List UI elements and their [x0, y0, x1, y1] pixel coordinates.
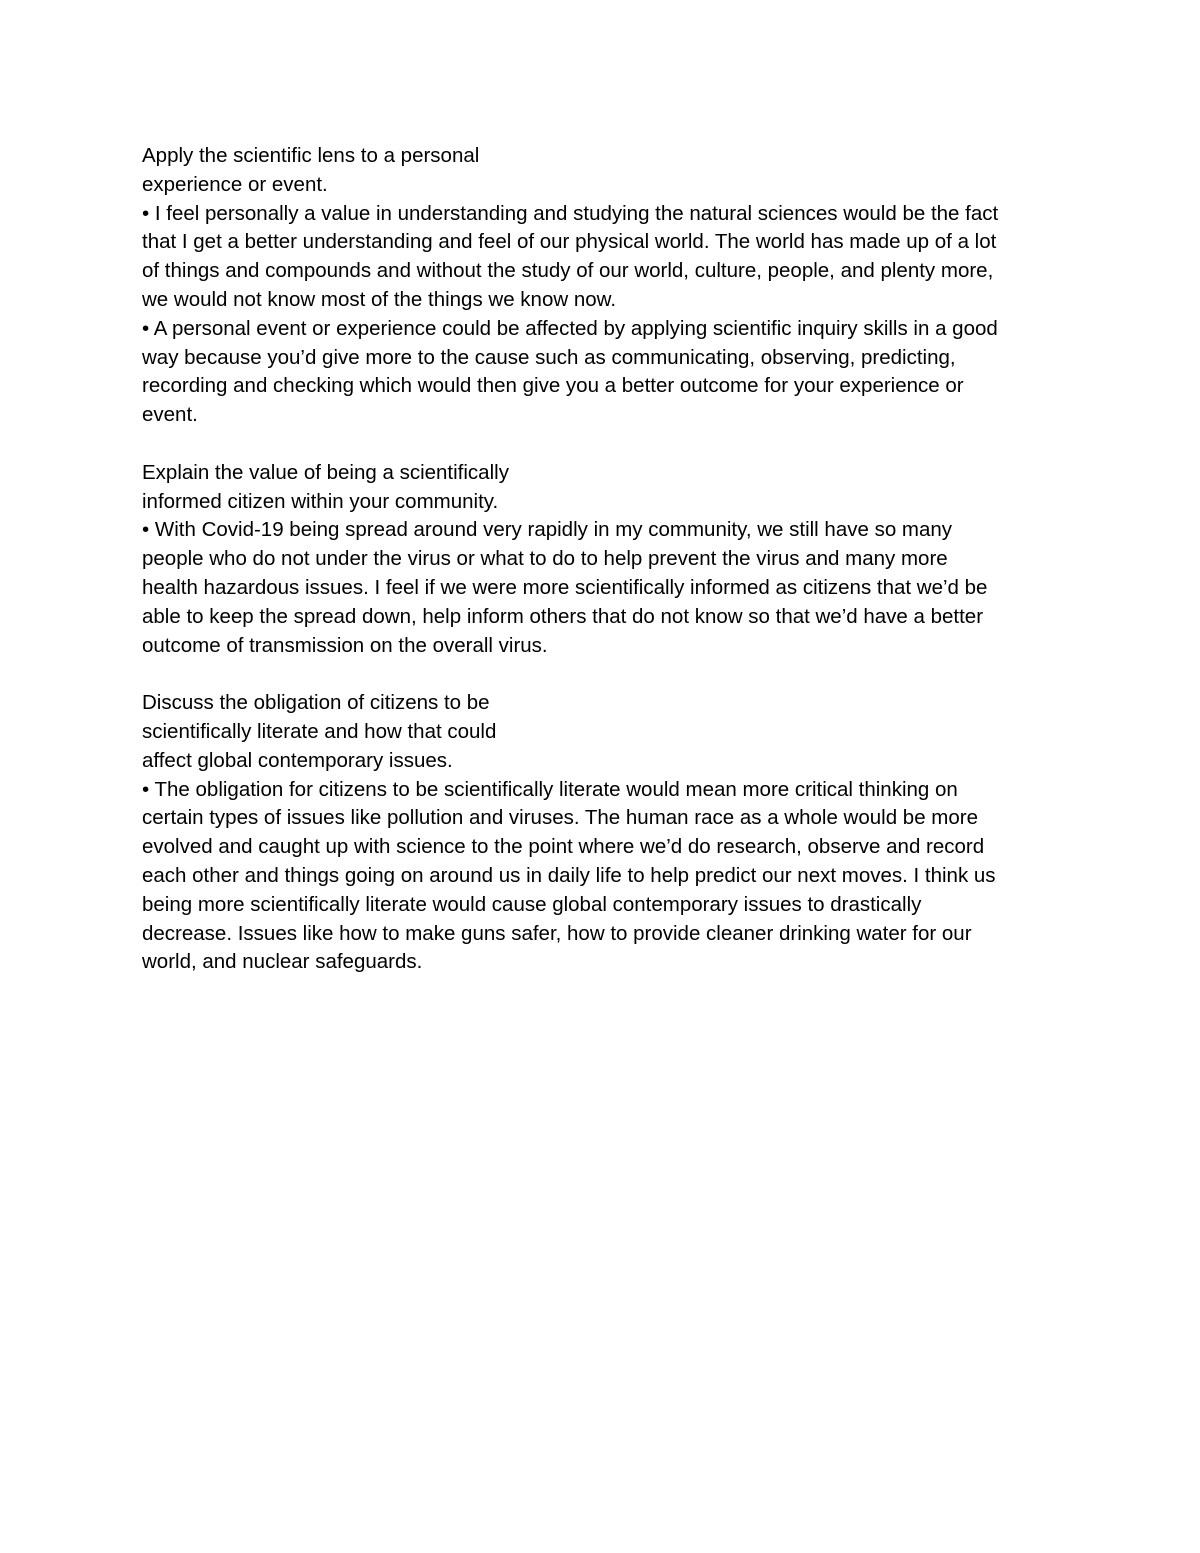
section-obligation-scientific-literacy: [142, 689, 1072, 977]
answer-line: world, and nuclear safeguards.: [142, 950, 423, 974]
answer-line: able to keep the spread down, help inform others that do not know so that we’d have a better: [142, 604, 984, 628]
answer-line: • I feel personally a value in understanding and studying the natural sciences would be the fact: [142, 201, 999, 225]
answer-line: • A personal event or experience could be affected by applying scientific inquiry skills in a good: [142, 316, 998, 340]
answer-line: event.: [142, 403, 198, 427]
answer-line: certain types of issues like pollution and viruses. The human race as a whole would be more: [142, 806, 979, 830]
answer-line: we would not know most of the things we know now.: [142, 287, 617, 311]
answer-line: • With Covid-19 being spread around very rapidly in my community, we still have so many: [142, 518, 953, 542]
prompt-line: Discuss the obligation of citizens to be: [142, 691, 490, 715]
prompt-line: informed citizen within your community.: [142, 489, 499, 513]
answer-line: way because you’d give more to the cause such as communicating, observing, predicting,: [142, 345, 956, 369]
prompt-line: Apply the scientific lens to a personal: [142, 144, 480, 167]
answer-line: each other and things going on around us in daily life to help predict our next moves. I think us: [142, 863, 996, 887]
prompt-line: Explain the value of being a scientifically: [142, 460, 509, 484]
section-scientifically-informed-citizen: [142, 459, 1072, 661]
answer-line: evolved and caught up with science to the point where we’d do research, observe and record: [142, 835, 985, 859]
answer-line: health hazardous issues. I feel if we were more scientifically informed as citizens that we’d be: [142, 575, 988, 599]
answer-line: being more scientifically literate would cause global contemporary issues to drastically: [142, 892, 922, 916]
prompt-line: scientifically literate and how that could: [142, 719, 497, 743]
document-body: [142, 142, 1072, 977]
answer-line: recording and checking which would then give you a better outcome for your experience or: [142, 374, 964, 398]
prompt-line: affect global contemporary issues.: [142, 748, 453, 772]
answer-line: people who do not under the virus or what to do to help prevent the virus and many more: [142, 547, 948, 571]
prompt-line: experience or event.: [142, 172, 328, 196]
answer-line: • The obligation for citizens to be scientifically literate would mean more critical thinking on: [142, 777, 958, 801]
answer-line: decrease. Issues like how to make guns safer, how to provide cleaner drinking water for our: [142, 921, 972, 945]
answer-line: outcome of transmission on the overall virus.: [142, 633, 548, 657]
answer-line: that I get a better understanding and feel of our physical world. The world has made up of a lot: [142, 230, 997, 254]
section-apply-scientific-lens: [142, 142, 1072, 430]
answer-line: of things and compounds and without the study of our world, culture, people, and plenty more,: [142, 259, 994, 283]
